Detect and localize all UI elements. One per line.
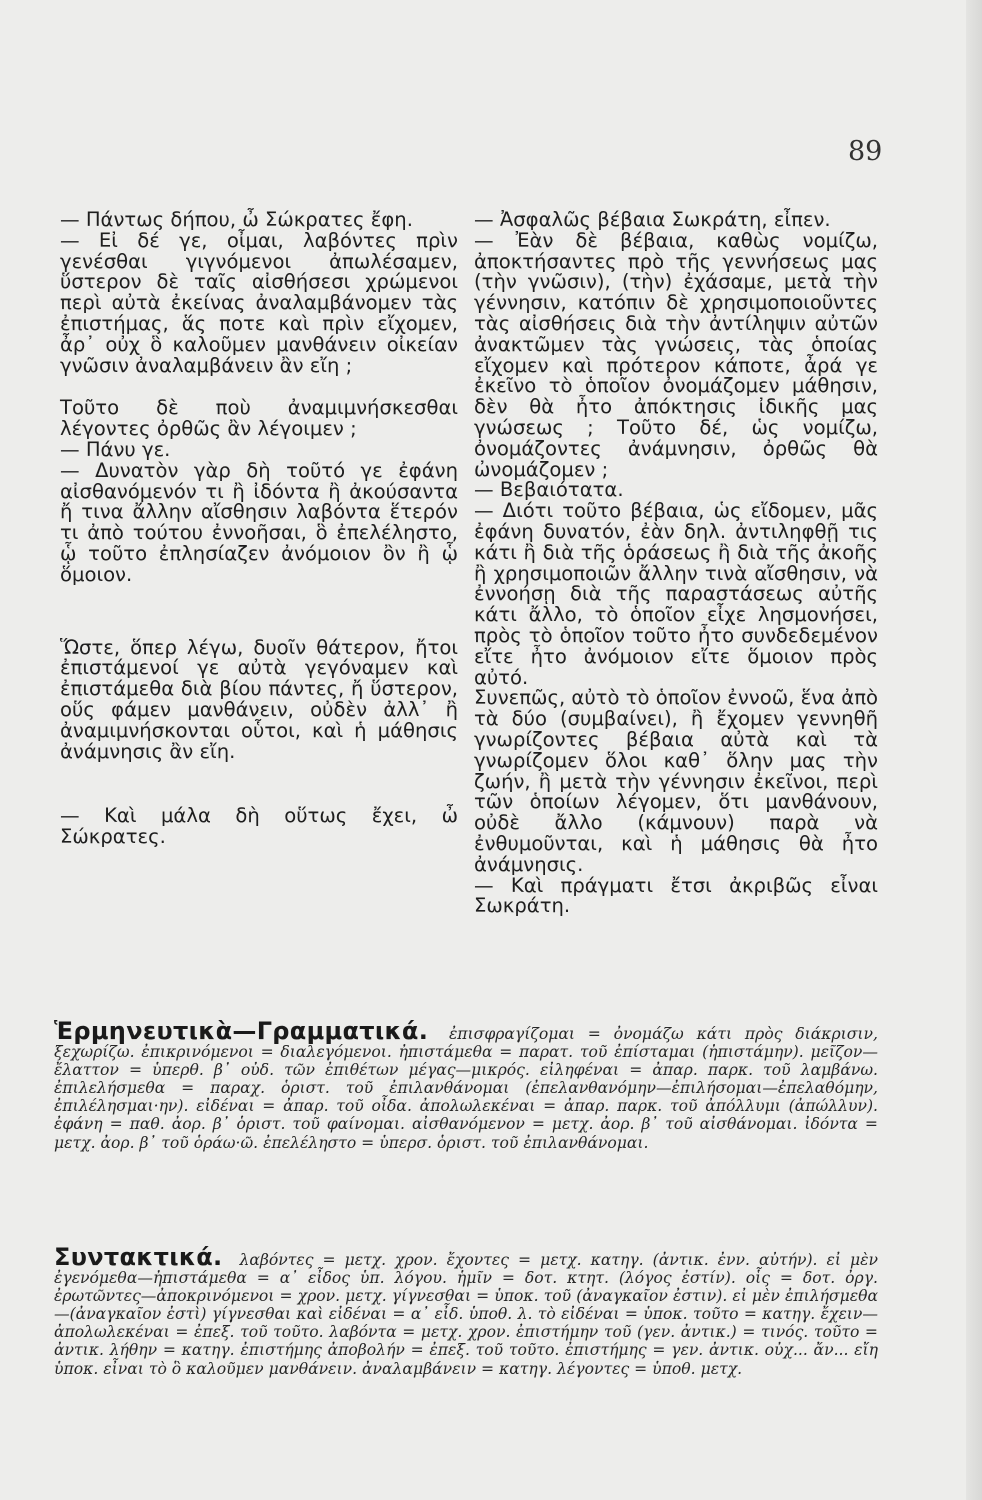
paragraph: Συνεπῶς, αὐτὸ τὸ ὁποῖον ἐννοῶ, ἕνα ἀπὸ τὰ δύο (συμβαίνει), ἢ ἔχομεν γεννηθῆ γνωρίζοντες βέβαια αὐτὰ καὶ τὰ γνωρίζομεν ὅλοι καθ᾽ ὅλην μας τὴν ζωήν, ἢ μετὰ τὴν γέννησιν ἐκεῖνοι, περὶ τῶν ὁποίων λέγομεν, ὅτι μανθάνουν, οὐδὲ ἄλλο (κάμνουν) παρὰ νὰ ἐνθυμοῦνται, καὶ ἡ μάθησις θὰ ἦτο ἀνάμνησις.: [474, 686, 878, 876]
glossary-paragraph: [54, 1017, 878, 1152]
paragraph: — Ἀσφαλῶς βέβαια Σωκράτη, εἶπεν.: [474, 208, 831, 231]
paragraph: — Δυνατὸν γὰρ δὴ τοῦτό γε ἐφάνη αἰσθανόμενόν τι ἢ ἰδόντα ἢ ἀκούσαντα ἤ τινα ἄλλην αἴσθησιν λαβόντα ἕτερόν τι ἀπὸ τούτου ἐννοῆσαι, ὃ ἐπελέληστο, ᾧ τοῦτο ἐπλησίαζεν ἀνόμοιον ὂν ἢ ᾧ ὅμοιον.: [60, 458, 458, 586]
paragraph: Τοῦτο δὲ ποὺ ἀναμιμνήσκεσθαι λέγοντες ὀρθῶς ἂν λέγοιμεν ;: [60, 396, 458, 441]
glossary-hermeneutika: [54, 1017, 878, 1152]
page-number: 89: [848, 136, 883, 167]
paragraph: Ὥστε, ὅπερ λέγω, δυοῖν θάτερον, ἤτοι ἐπιστάμενοί γε αὐτὰ γεγόναμεν καὶ ἐπιστάμεθα διὰ βίου πάντες, ἤ ὕστερον, οὕς φάμεν μανθάνειν, οὐδὲν ἀλλ᾽ ἢ ἀναμιμνήσκονται οὗτοι, καὶ ἡ μάθησις ἀνάμνησις ἂν εἴη.: [60, 635, 458, 763]
paragraph: — Καὶ πράγματι ἔτσι ἀκριβῶς εἶναι Σωκράτη.: [474, 873, 878, 918]
glossary-heading: Ἑρμηνευτικὰ—Γραμματικά.: [54, 1017, 429, 1045]
paragraph: — Διότι τοῦτο βέβαια, ὡς εἴδομεν, μᾶς ἐφάνη δυνατόν, ἐὰν δηλ. ἀντιληφθῇ τις κάτι ἢ διὰ τῆς ὁράσεως ἢ διὰ τῆς ἀκοῆς ἢ χρησιμοποιῶν ἄλλην τινὰ αἴσθησιν, νὰ ἐννοήσῃ διὰ τῆς παραστάσεως αὐτῆς κάτι ἄλλο, τὸ ὁποῖον εἶχε λησμονήσει, πρὸς τὸ ὁποῖον τοῦτο ἦτο συνδεδεμένον εἴτε ἦτο ἀνόμοιον εἴτε ὅμοιον πρὸς αὐτό.: [474, 499, 878, 689]
glossary-syntaktika: [54, 1243, 878, 1378]
glossary-body: ἐπισφραγίζομαι = ὀνομάζω κάτι πρὸς διάκρισιν, ξεχωρίζω. ἐπικρινόμενοι = διαλεγόμενοι. ἠπιστάμεθα = παρατ. τοῦ ἐπίσταμαι (ἠπιστάμην). μεῖζον—ἔλαττον = ὑπερθ. β᾽ οὐδ. τῶν ἐπιθέτων μέγας—μικρός. εἰληφέναι = ἀπαρ. παρκ. τοῦ λαμβάνω. ἐπιλελήσμεθα = παραχ. ὁριστ. τοῦ ἐπιλανθάνομαι (ἐπελανθανόμην—ἐπιλήσομαι—ἐπελαθόμην, ἐπιλέλησμαι·ην). εἰδέναι = ἀπαρ. τοῦ οἶδα. ἀπολωλεκέναι = ἀπαρ. παρκ. τοῦ ἀπόλλυμι (ἀπώλλυν). ἐφάνη = παθ. ἀορ. β᾽ ὁριστ. τοῦ φαίνομαι. αἰσθανόμενον = μετχ. ἀορ. β᾽ τοῦ αἰσθάνομαι. ἰδόντα = μετχ. ἀορ. β᾽ τοῦ ὁράω·ῶ. ἐπελέληστο = ὑπερσ. ὁριστ. τοῦ ἐπιλανθάνομαι.: [54, 1025, 878, 1152]
paragraph: — Καὶ μάλα δὴ οὕτως ἔχει, ὦ Σώκρατες.: [60, 804, 458, 849]
glossary-paragraph: [54, 1243, 878, 1378]
glossary-body: λαβόντες = μετχ. χρον. ἔχοντες = μετχ. κατηγ. (ἀντικ. ἐνν. αὐτήν). εἰ μὲν ἐγενόμεθα—ἠπιστάμεθα = α᾽ εἶδος ὑπ. λόγου. ἡμῖν = δοτ. κτητ. (λόγος ἐστίν). οἷς = δοτ. ὀργ. ἐρωτῶντες—ἀποκρινόμενοι = χρον. μετχ. γίγνεσθαι = ὑποκ. τοῦ (ἀναγκαῖον ἐστιν). εἰ μὲν ἐπιλήσμεθα—(ἀναγκαῖον ἐστὶ) γίγνεσθαι καὶ εἰδέναι = α᾽ εἶδ. ὑποθ. λ. τὸ εἰδέναι = ὑποκ. τοῦτο = κατηγ. ἔχειν—ἀπολωλεκέναι = ἐπεξ. τοῦ τοῦτο. λαβόντα = μετχ. χρον. ἐπιστήμην τοῦ (γεν. ἀντικ.) = τινός. τοῦτο = ἀντικ. λήθην = κατηγ. ἐπιστήμης ἀποβολήν = ἐπεξ. τοῦ τοῦτο. ἐπιστήμης = γεν. ἀντικ. οὐχ... ἄν... εἴη ὑποκ. εἶναι τὸ ὃ καλοῦμεν μανθάνειν. ἀναλαμβάνειν = κατηγ. λέγοντες = ὑποθ. μετχ.: [54, 1251, 878, 1378]
ancient-greek-text-column: [60, 210, 458, 848]
paragraph: — Ἐὰν δὲ βέβαια, καθὼς νομίζω, ἀποκτήσαντες πρὸ τῆς γεννήσεως μας (τὴν γνῶσιν), (τὴν) ἐχάσαμε, μετὰ τὴν γέννησιν, κατόπιν δὲ χρησιμοποιοῦντες τὰς αἰσθήσεις διὰ τὴν ἀντίληψιν αὐτῶν ἀνακτῶμεν τὰς γνώσεις, τὰς ὁποίας εἴχομεν καὶ πρότερον κάποτε, ἆρά γε ἐκεῖνο τὸ ὁποῖον ὀνομάζομεν μάθησιν, δὲν θὰ ἦτο ἀπόκτησις ἰδικῆς μας γνώσεως ; Τοῦτο δέ, ὡς νομίζω, ὀνομάζοντες ἀνάμνησιν, ὀρθῶς θὰ ὠνομάζομεν ;: [474, 228, 878, 481]
page-edge-shadow: [966, 0, 982, 1500]
glossary-heading: Συντακτικά.: [54, 1243, 223, 1271]
modern-greek-translation-column: [474, 210, 878, 917]
paragraph: — Βεβαιότατα.: [474, 478, 624, 502]
paragraph: — Πάντως δήπου, ὦ Σώκρατες ἔφη.: [60, 208, 413, 231]
paragraph: — Εἰ δέ γε, οἶμαι, λαβόντες πρὶν γενέσθαι γιγνόμενοι ἀπωλέσαμεν, ὕστερον δὲ ταῖς αἰσθήσεσι χρώμενοι περὶ αὐτὰ ἐκείνας ἀναλαμβάνομεν τὰς ἐπιστήμας, ἅς ποτε καὶ πρὶν εἴχομεν, ἆρ᾽ οὐχ ὃ καλοῦμεν μανθάνειν οἰκείαν γνῶσιν ἀναλαμβάνειν ἂν εἴη ;: [60, 228, 458, 377]
paragraph: — Πάνυ γε.: [60, 437, 171, 461]
